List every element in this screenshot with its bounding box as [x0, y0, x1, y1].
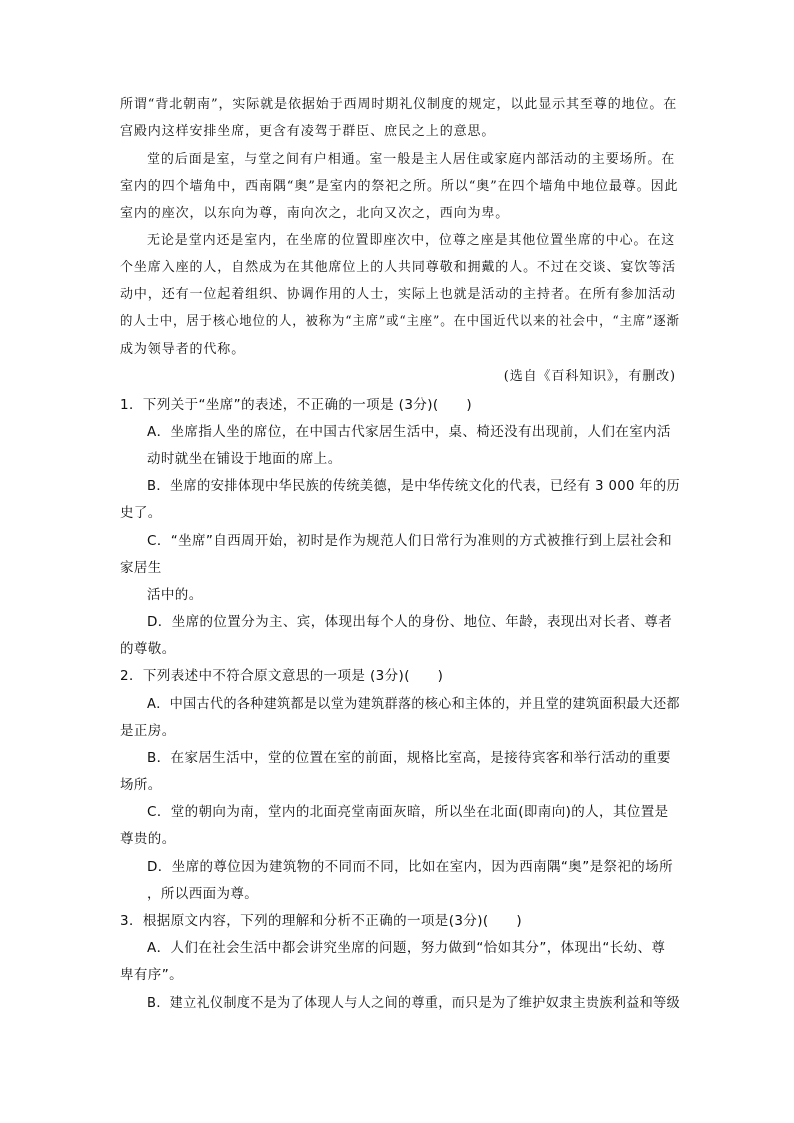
passage-line: 宫殿内这样安排坐席，更含有凌驾于群臣、庶民之上的意思。: [120, 124, 496, 139]
question-2-option-b-cont: 场所。: [120, 777, 162, 793]
question-2-option-c: C．堂的朝向为南，堂内的北面亮堂南面灰暗，所以坐在北面(即南向)的人，其位置是: [147, 804, 669, 820]
question-3-option-b: B．建立礼仪制度不是为了体现人与人之间的尊重，而只是为了维护奴隶主贵族利益和等级: [147, 995, 681, 1011]
passage-line: 室内的四个墙角中，西南隅“奥”是室内的祭祀之所。所以“奥”在四个墙角中地位最尊。因此: [120, 179, 679, 194]
passage-source: (选自《百科知识》，有删改): [503, 369, 676, 384]
question-1-option-d: D．坐席的位置分为主、宾，体现出每个人的身份、地位、年龄，表现出对长者、尊者: [147, 614, 673, 630]
passage-line: 的人士中，居于核心地位的人，被称为“主席”或“主座”。在中国近代以来的社会中，“主席”逐渐: [120, 314, 680, 329]
passage-line: 成为领导者的代称。: [120, 342, 246, 357]
question-1-option-b: B．坐席的安排体现中华民族的传统美德，是中华传统文化的代表，已经有 3 000 年的历: [147, 478, 681, 494]
question-2-option-b: B．在家居生活中，堂的位置在室的前面，规格比室高，是接待宾客和举行活动的重要: [147, 750, 671, 766]
passage-line: 个坐席入座的人，自然成为在其他席位上的人共同尊敬和拥戴的人。不过在交谈、宴饮等活: [120, 260, 677, 275]
passage-line: 无论是堂内还是室内，在坐席的位置即座次中，位尊之座是其他位置坐席的中心。在这: [147, 233, 676, 248]
question-1-option-c-cont: 家居生: [120, 560, 162, 576]
question-1-option-a: A．坐席指人坐的席位，在中国古代家居生活中，桌、椅还没有出现前，人们在室内活: [147, 424, 671, 440]
question-3-option-a: A．人们在社会生活中都会讲究坐席的问题，努力做到“恰如其分”，体现出“长幼、尊: [147, 940, 666, 956]
passage-line: 所谓“背北朝南”，实际就是依据始于西周时期礼仪制度的规定，以此显示其至尊的地位。在: [120, 97, 678, 112]
passage-line: 动中，还有一位起着组织、协调作用的人士，实际上也就是活动的主持者。在所有参加活动: [120, 287, 677, 302]
question-1-option-c-cont: 活中的。: [147, 587, 203, 603]
question-2-option-c-cont: 尊贵的。: [120, 831, 176, 847]
question-1-option-d-cont: 的尊敬。: [120, 641, 176, 657]
question-1-option-c: C．“坐席”自西周开始，初时是作为规范人们日常行为准则的方式被推行到上层社会和: [147, 533, 673, 549]
question-2-option-d: D．坐席的尊位因为建筑物的不同而不同，比如在室内，因为西南隅“奥”是祭祀的场所: [147, 859, 673, 875]
question-2-option-a-cont: 是正房。: [120, 723, 176, 739]
question-2-option-a: A．中国古代的各种建筑都是以堂为建筑群落的核心和主体的，并且堂的建筑面积最大还都: [147, 696, 680, 712]
question-2-option-d-cont: ，所以西面为尊。: [147, 886, 259, 902]
passage-line: 室内的座次，以东向为尊，南向次之，北向又次之，西向为卑。: [120, 206, 510, 221]
question-1-stem: 1．下列关于“坐席”的表述，不正确的一项是 (3分)( ): [120, 397, 473, 413]
question-1-option-b-cont: 史了。: [120, 505, 162, 521]
question-2-stem: 2．下列表述中不符合原文意思的一项是 (3分)( ): [120, 668, 444, 684]
question-3-stem: 3．根据原文内容，下列的理解和分析不正确的一项是(3分)( ): [120, 913, 523, 929]
question-3-option-a-cont: 卑有序”。: [120, 967, 183, 983]
passage-line: 堂的后面是室，与堂之间有户相通。室一般是主人居住或家庭内部活动的主要场所。在: [147, 152, 676, 167]
question-1-option-a-cont: 动时就坐在铺设于地面的席上。: [147, 451, 342, 467]
